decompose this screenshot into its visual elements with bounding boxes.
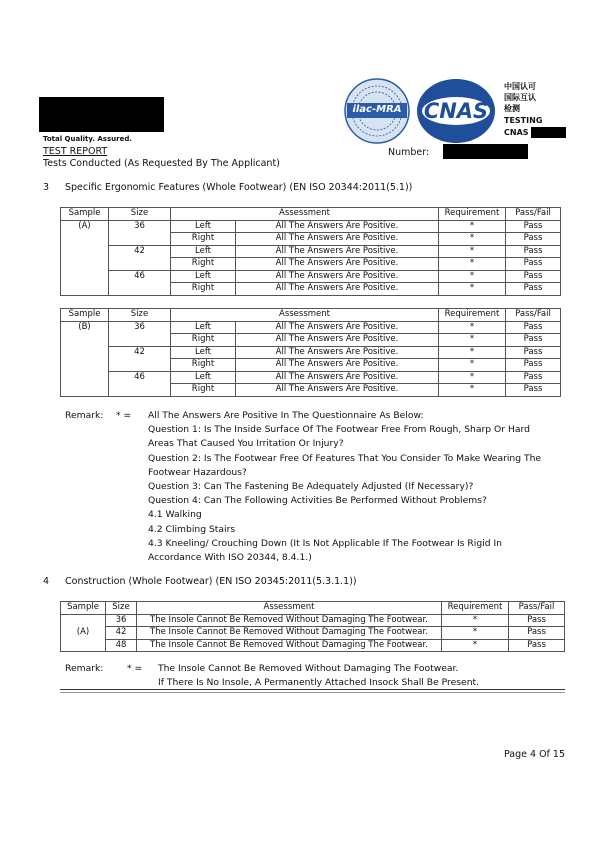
sample-cell: (A) bbox=[61, 220, 109, 295]
cnas-chinese-2: 国际互认 bbox=[504, 93, 536, 102]
redacted-number bbox=[443, 144, 528, 159]
header-requirement: Requirement bbox=[439, 309, 506, 322]
result-cell: Pass bbox=[506, 384, 561, 397]
remark-line: Accordance With ISO 20344, 8.4.1.) bbox=[148, 552, 312, 564]
side-cell: Right bbox=[171, 283, 236, 296]
size-cell: 36 bbox=[109, 321, 171, 346]
cnas-chinese-1: 中国认可 bbox=[504, 82, 536, 91]
side-cell: Right bbox=[171, 359, 236, 372]
header-sample: Sample bbox=[61, 208, 109, 221]
assessment-cell: All The Answers Are Positive. bbox=[236, 270, 439, 283]
tagline: Total Quality. Assured. bbox=[43, 135, 132, 143]
assessment-cell: The Insole Cannot Be Removed Without Damaging The Footwear. bbox=[137, 627, 442, 640]
remark-mark: * = bbox=[127, 663, 143, 674]
requirement-cell: * bbox=[439, 334, 506, 347]
end-divider-secondary bbox=[60, 692, 565, 693]
header-assessment: Assessment bbox=[171, 309, 439, 322]
side-cell: Right bbox=[171, 233, 236, 246]
size-cell: 46 bbox=[109, 371, 171, 396]
ilac-mra-logo bbox=[343, 77, 411, 145]
table-header-row bbox=[61, 309, 561, 322]
assessment-cell: All The Answers Are Positive. bbox=[236, 220, 439, 233]
table-header-row bbox=[61, 602, 565, 615]
assessment-cell: All The Answers Are Positive. bbox=[236, 321, 439, 334]
result-cell: Pass bbox=[506, 334, 561, 347]
requirement-cell: * bbox=[439, 245, 506, 258]
sample-cell: (A) bbox=[61, 614, 106, 652]
cnas-logo bbox=[415, 77, 497, 145]
side-cell: Left bbox=[171, 346, 236, 359]
size-cell: 42 bbox=[109, 245, 171, 270]
remark-text bbox=[148, 409, 568, 565]
requirement-cell: * bbox=[439, 233, 506, 246]
side-cell: Left bbox=[171, 270, 236, 283]
sample-cell: (B) bbox=[61, 321, 109, 396]
result-cell: Pass bbox=[509, 639, 565, 652]
side-cell: Left bbox=[171, 321, 236, 334]
requirement-cell: * bbox=[439, 384, 506, 397]
remark-line: Question 4: Can The Following Activities Be Performed Without Problems? bbox=[148, 495, 487, 507]
ilac-text: ilac-MRA bbox=[352, 104, 402, 115]
size-cell: 48 bbox=[106, 639, 137, 652]
result-cell: Pass bbox=[506, 283, 561, 296]
table-row bbox=[61, 639, 565, 652]
header-size: Size bbox=[106, 602, 137, 615]
remark-line: Areas That Caused You Irritation Or Injury? bbox=[148, 438, 344, 450]
assessment-cell: All The Answers Are Positive. bbox=[236, 359, 439, 372]
assessment-cell: All The Answers Are Positive. bbox=[236, 371, 439, 384]
header-size: Size bbox=[109, 208, 171, 221]
size-cell: 36 bbox=[106, 614, 137, 627]
section-3-heading bbox=[43, 182, 563, 196]
requirement-cell: * bbox=[439, 359, 506, 372]
cnas-testing: TESTING bbox=[504, 116, 543, 125]
result-cell: Pass bbox=[506, 245, 561, 258]
side-cell: Right bbox=[171, 334, 236, 347]
table-row bbox=[61, 245, 561, 258]
table-row bbox=[61, 346, 561, 359]
requirement-cell: * bbox=[439, 258, 506, 271]
requirement-cell: * bbox=[439, 321, 506, 334]
header-size: Size bbox=[109, 309, 171, 322]
result-cell: Pass bbox=[506, 321, 561, 334]
header-requirement: Requirement bbox=[442, 602, 509, 615]
result-cell: Pass bbox=[506, 258, 561, 271]
remark-line: Footwear Hazardous? bbox=[148, 466, 247, 478]
header-requirement: Requirement bbox=[439, 208, 506, 221]
remark-line: 4.2 Climbing Stairs bbox=[148, 523, 236, 535]
result-cell: Pass bbox=[506, 371, 561, 384]
assessment-cell: All The Answers Are Positive. bbox=[236, 283, 439, 296]
remark-label: Remark: bbox=[65, 410, 104, 421]
header-pass-fail: Pass/Fail bbox=[509, 602, 565, 615]
table-header-row bbox=[61, 208, 561, 221]
number-label: Number: bbox=[388, 147, 430, 158]
table-row bbox=[61, 371, 561, 384]
result-cell: Pass bbox=[506, 233, 561, 246]
remark-line: All The Answers Are Positive In The Questionnaire As Below: bbox=[148, 410, 424, 421]
assessment-cell: All The Answers Are Positive. bbox=[236, 346, 439, 359]
ergonomic-table-b bbox=[60, 308, 561, 397]
remark-line: 4.1 Walking bbox=[148, 509, 202, 521]
requirement-cell: * bbox=[442, 614, 509, 627]
requirement-cell: * bbox=[442, 639, 509, 652]
size-cell: 42 bbox=[109, 346, 171, 371]
header-pass-fail: Pass/Fail bbox=[506, 208, 561, 221]
remark-mark: * = bbox=[116, 410, 132, 421]
remark-text bbox=[158, 662, 568, 690]
section-number: 4 bbox=[43, 576, 50, 587]
remark-line: Question 2: Is The Footwear Free Of Features That You Consider To Make Wearing The bbox=[148, 452, 542, 464]
remark-line: If There Is No Insole, A Permanently Attached Insock Shall Be Present. bbox=[158, 677, 480, 689]
result-cell: Pass bbox=[506, 270, 561, 283]
requirement-cell: * bbox=[442, 627, 509, 640]
header-sample: Sample bbox=[61, 602, 106, 615]
remark-line: Question 1: Is The Inside Surface Of The Footwear Free From Rough, Sharp Or Hard bbox=[148, 424, 530, 436]
remark-line: The Insole Cannot Be Removed Without Damaging The Footwear. bbox=[158, 663, 459, 674]
result-cell: Pass bbox=[509, 614, 565, 627]
redacted-cnas-code bbox=[531, 127, 566, 138]
report-title: TEST REPORT bbox=[43, 146, 108, 157]
header-sample: Sample bbox=[61, 309, 109, 322]
section-4-heading bbox=[43, 576, 563, 590]
result-cell: Pass bbox=[506, 346, 561, 359]
table-row bbox=[61, 220, 561, 233]
side-cell: Left bbox=[171, 371, 236, 384]
section-title: Specific Ergonomic Features (Whole Footwear) (EN ISO 20344:2011(5.1)) bbox=[65, 182, 413, 193]
requirement-cell: * bbox=[439, 371, 506, 384]
construction-table bbox=[60, 601, 565, 652]
assessment-cell: All The Answers Are Positive. bbox=[236, 334, 439, 347]
side-cell: Left bbox=[171, 220, 236, 233]
size-cell: 42 bbox=[106, 627, 137, 640]
remark-line: Question 3: Can The Fastening Be Adequately Adjusted (If Necessary)? bbox=[148, 481, 474, 493]
ergonomic-table-a bbox=[60, 207, 561, 296]
page-number: Page 4 Of 15 bbox=[503, 749, 565, 760]
cnas-logo-text: CNAS bbox=[423, 99, 489, 123]
requirement-cell: * bbox=[439, 346, 506, 359]
remark-line: 4.3 Kneeling/ Crouching Down (It Is Not Applicable If The Footwear Is Rigid In bbox=[148, 537, 502, 549]
side-cell: Left bbox=[171, 245, 236, 258]
header-pass-fail: Pass/Fail bbox=[506, 309, 561, 322]
assessment-cell: The Insole Cannot Be Removed Without Damaging The Footwear. bbox=[137, 639, 442, 652]
side-cell: Right bbox=[171, 258, 236, 271]
requirement-cell: * bbox=[439, 283, 506, 296]
header-assessment: Assessment bbox=[137, 602, 442, 615]
requirement-cell: * bbox=[439, 270, 506, 283]
section-number: 3 bbox=[43, 182, 50, 193]
size-cell: 46 bbox=[109, 270, 171, 295]
result-cell: Pass bbox=[509, 627, 565, 640]
table-row bbox=[61, 627, 565, 640]
result-cell: Pass bbox=[506, 359, 561, 372]
table-row bbox=[61, 614, 565, 627]
assessment-cell: All The Answers Are Positive. bbox=[236, 384, 439, 397]
cnas-chinese-3: 检测 bbox=[504, 104, 520, 113]
section-title: Construction (Whole Footwear) (EN ISO 20345:2011(5.3.1.1)) bbox=[65, 576, 357, 587]
assessment-cell: All The Answers Are Positive. bbox=[236, 258, 439, 271]
table-row bbox=[61, 321, 561, 334]
tests-conducted: Tests Conducted (As Requested By The Applicant) bbox=[43, 158, 280, 169]
requirement-cell: * bbox=[439, 220, 506, 233]
redacted-logo bbox=[39, 97, 164, 132]
table-row bbox=[61, 270, 561, 283]
assessment-cell: All The Answers Are Positive. bbox=[236, 233, 439, 246]
header-assessment: Assessment bbox=[171, 208, 439, 221]
assessment-cell: All The Answers Are Positive. bbox=[236, 245, 439, 258]
assessment-cell: The Insole Cannot Be Removed Without Damaging The Footwear. bbox=[137, 614, 442, 627]
cnas-code-prefix: CNAS bbox=[504, 128, 529, 137]
size-cell: 36 bbox=[109, 220, 171, 245]
end-divider bbox=[60, 689, 565, 690]
remark-label: Remark: bbox=[65, 663, 104, 674]
side-cell: Right bbox=[171, 384, 236, 397]
result-cell: Pass bbox=[506, 220, 561, 233]
